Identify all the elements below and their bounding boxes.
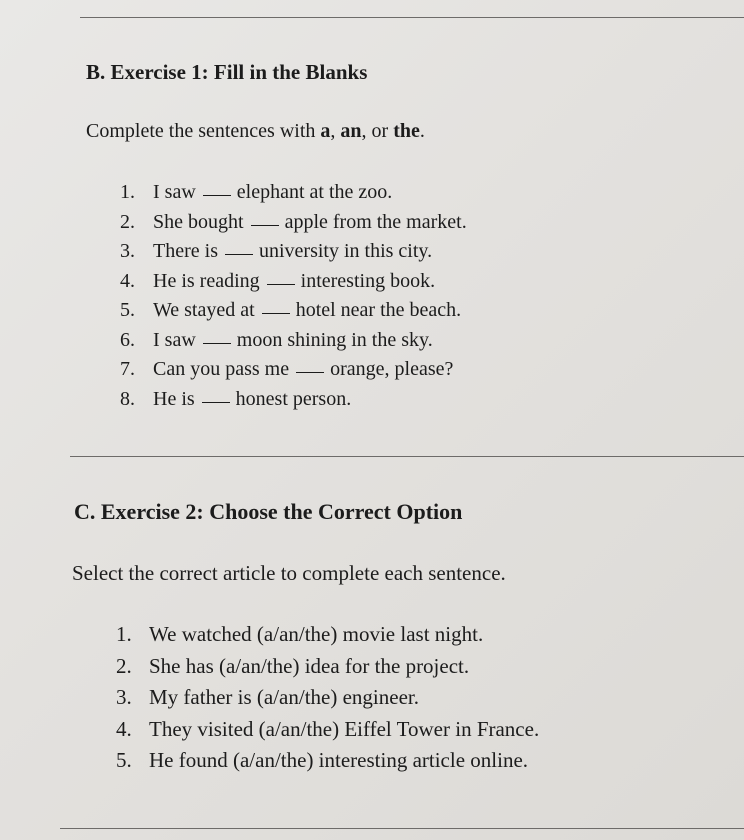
list-item [116, 682, 539, 714]
answer-blank [262, 312, 290, 314]
list-item [120, 326, 467, 356]
section-b-instruction [86, 120, 425, 143]
sentence-end: hotel near the beach. [295, 299, 462, 321]
instruction-prefix: Complete the sentences with [86, 120, 321, 142]
sentence-start: He is reading [153, 269, 260, 292]
option-the: the [393, 120, 420, 142]
answer-blank [267, 283, 295, 285]
sentence-end: interesting book. [300, 269, 436, 292]
section-c-title: C. Exercise 2: Choose the Correct Option [74, 499, 463, 524]
sentence-start: She bought [153, 210, 244, 233]
instruction-separator: , or [361, 120, 394, 142]
sentence-start: There is [153, 240, 218, 262]
list-item [120, 355, 467, 385]
list-item [116, 651, 539, 683]
sentence-start: He is [153, 387, 195, 410]
answer-blank [225, 253, 253, 255]
sentence-end: orange, please? [330, 358, 454, 380]
bottom-divider [60, 828, 744, 829]
sentence-start: We stayed at [153, 299, 255, 321]
item-number: 4. [120, 269, 135, 292]
item-number: 1. [120, 181, 135, 203]
section-divider [70, 456, 744, 457]
sentence-text: We watched (a/an/the) movie last night. [149, 622, 484, 646]
answer-blank [203, 194, 231, 196]
item-number: 8. [120, 387, 135, 410]
item-number: 6. [120, 328, 135, 351]
item-number: 4. [116, 716, 132, 741]
instruction-separator: , [330, 120, 341, 142]
list-item [120, 178, 467, 208]
item-number: 1. [116, 622, 132, 646]
answer-blank [202, 401, 230, 403]
list-item [120, 296, 467, 326]
answer-blank [251, 224, 279, 226]
sentence-end: honest person. [235, 387, 352, 410]
item-number: 5. [120, 299, 135, 321]
option-an: an [340, 120, 362, 142]
item-number: 2. [116, 653, 132, 678]
list-item [116, 619, 539, 651]
fill-in-blanks-list [120, 178, 467, 414]
option-a: a [320, 120, 331, 142]
list-item [120, 208, 467, 238]
list-item [120, 385, 467, 415]
list-item [116, 714, 539, 746]
sentence-text: My father is (a/an/the) engineer. [149, 685, 419, 709]
sentence-end: university in this city. [258, 240, 433, 262]
sentence-text: He found (a/an/the) interesting article online. [149, 748, 529, 772]
item-number: 3. [120, 240, 135, 262]
sentence-end: moon shining in the sky. [236, 328, 433, 351]
sentence-end: elephant at the zoo. [236, 181, 393, 203]
sentence-text: They visited (a/an/the) Eiffel Tower in France. [149, 716, 540, 741]
item-number: 5. [116, 748, 132, 772]
choose-option-list [116, 619, 539, 777]
answer-blank [203, 342, 231, 344]
sentence-text: She has (a/an/the) idea for the project. [149, 653, 470, 678]
item-number: 3. [116, 685, 132, 709]
instruction-end: . [419, 120, 425, 142]
sentence-start: I saw [153, 328, 196, 351]
top-divider [80, 17, 744, 18]
item-number: 2. [120, 210, 135, 233]
list-item [120, 267, 467, 297]
list-item [120, 237, 467, 267]
sentence-start: I saw [153, 181, 196, 203]
section-c-instruction: Select the correct article to complete each sentence. [72, 561, 506, 585]
section-b-title: B. Exercise 1: Fill in the Blanks [86, 60, 368, 84]
answer-blank [296, 371, 324, 373]
item-number: 7. [120, 358, 135, 380]
sentence-start: Can you pass me [153, 358, 290, 380]
sentence-end: apple from the market. [284, 210, 467, 233]
list-item [116, 745, 539, 777]
